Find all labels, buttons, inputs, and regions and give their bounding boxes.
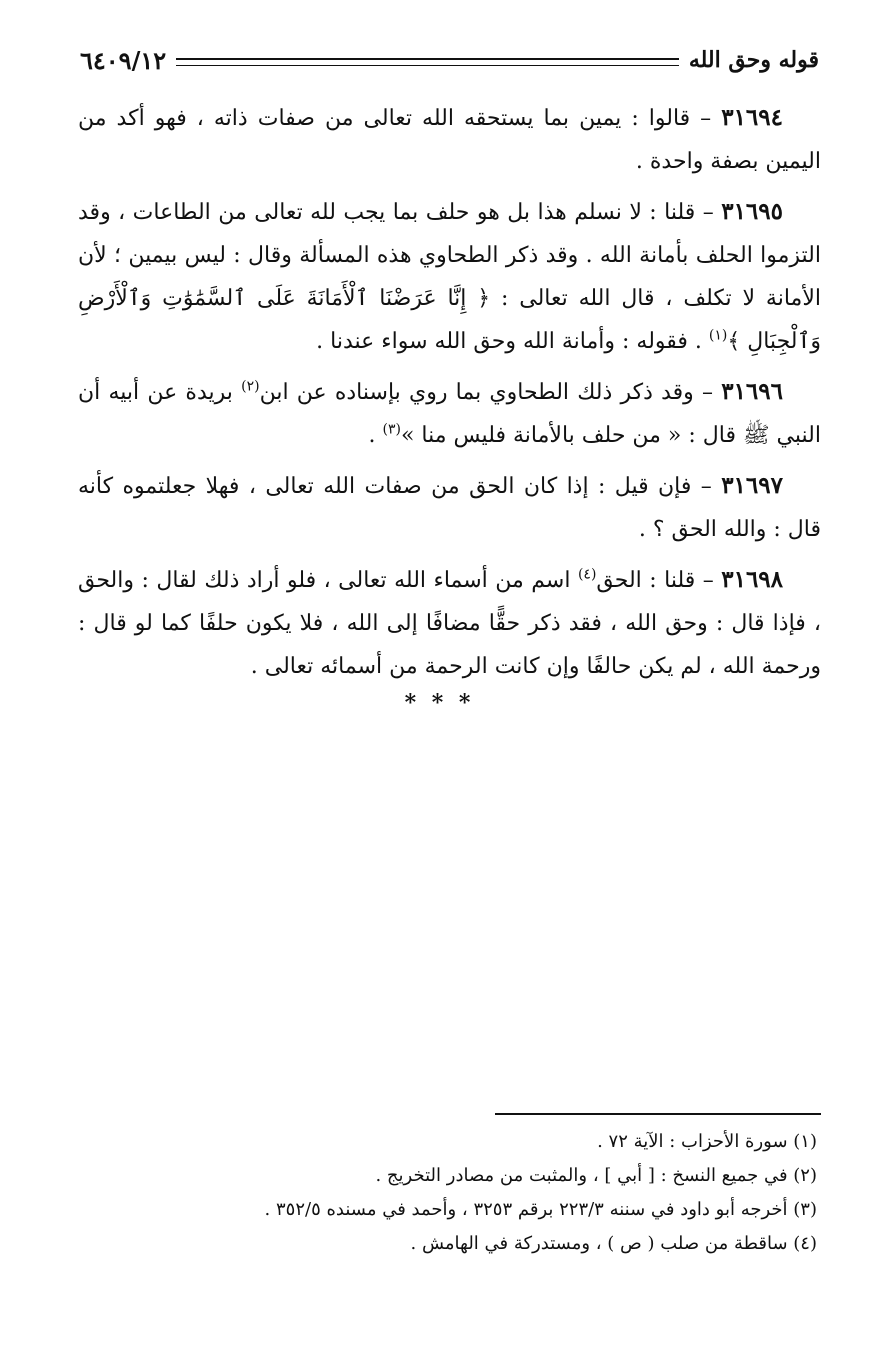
paragraph-31694 [78, 96, 821, 183]
paragraph-text: – فإن قيل : إذا كان الحق من صفات الله تعالى ، فهلا جعلتموه كأنه قال : والله الحق ؟ . [78, 474, 821, 542]
paragraph-text: اسم من أسماء الله تعالى ، فلو أراد ذلك لقال : والحق ، فإذا قال : وحق الله ، فقد ذكر حقًّا مضافًا إلى الله ، فلا يكون حلفًا كما لو قال : ورحمة الله ، لم يكن حالفًا وإن كانت الرحمة من أسمائه تعالى . [78, 568, 821, 679]
paragraph-number: ٣١٦٩٦ [721, 378, 783, 405]
paragraph-text: – وقد ذكر ذلك الطحاوي بما روي بإسناده عن ابن [259, 380, 713, 405]
footnote-ref-3[interactable]: (٣) [382, 421, 401, 438]
paragraph-31696 [78, 370, 821, 457]
paragraph-number: ٣١٦٩٥ [721, 198, 783, 225]
footnote-3: (٣) أخرجه أبو داود في سننه ٢٢٣/٣ برقم ٣٢٥٣ ، وأحمد في مسنده ٣٥٢/٥ . [264, 1199, 817, 1220]
footnote-2: (٢) في جميع النسخ : [ أبي ] ، والمثبت من مصادر التخريج . [375, 1165, 817, 1186]
paragraph-text: – قلنا : لا نسلم هذا بل هو حلف بما يجب لله تعالى من الطاعات ، وقد التزموا الحلف بأمانة الله . وقد ذكر الطحاوي هذه المسألة وقال : ليس بيمين ؛ لأن الأمانة لا تكلف ، قال الله تعالى : ﴿ إِنَّا عَرَضْنَا ٱلْأَمَانَةَ عَلَى ٱلسَّمَٰوَٰتِ وَٱلْأَرْضِ وَٱلْجِبَالِ ﴾ [78, 200, 821, 354]
footnote-1: (١) سورة الأحزاب : الآية ٧٢ . [597, 1131, 817, 1152]
paragraph-number: ٣١٦٩٤ [721, 104, 783, 131]
section-separator: * * * [404, 690, 475, 716]
paragraph-number: ٣١٦٩٨ [721, 566, 784, 593]
paragraph-text: – قالوا : يمين بما يستحقه الله تعالى من صفات ذاته ، فهو أكد من اليمين بصفة واحدة . [78, 106, 821, 174]
paragraph-number: ٣١٦٩٧ [721, 472, 783, 499]
header-rule [176, 58, 679, 66]
footnote-ref-4[interactable]: (٤) [577, 566, 597, 583]
footnote-ref-1[interactable]: (١) [708, 327, 728, 344]
header-title: قوله وحق الله [688, 47, 819, 73]
footnote-4: (٤) ساقطة من صلب ( ص ) ، ومستدركة في الهامش . [410, 1233, 817, 1254]
paragraph-31698 [78, 558, 821, 688]
paragraph-31695 [78, 190, 821, 363]
paragraph-text: . [368, 423, 383, 448]
page-number: ٦٤٠٩/١٢ [80, 45, 167, 75]
running-header [80, 40, 819, 80]
main-text [78, 96, 821, 695]
footnotes [78, 1125, 817, 1261]
footnote-ref-2[interactable]: (٢) [241, 378, 260, 395]
paragraph-text: . فقوله : وأمانة الله وحق الله سواء عندنا . [316, 329, 709, 354]
footnote-rule [495, 1113, 821, 1115]
paragraph-text: بريدة عن أبيه أن النبي ﷺ قال : « من حلف بالأمانة فليس منا » [78, 380, 821, 448]
paragraph-text: – قلنا : الحق [596, 568, 714, 593]
paragraph-31697 [78, 464, 821, 551]
